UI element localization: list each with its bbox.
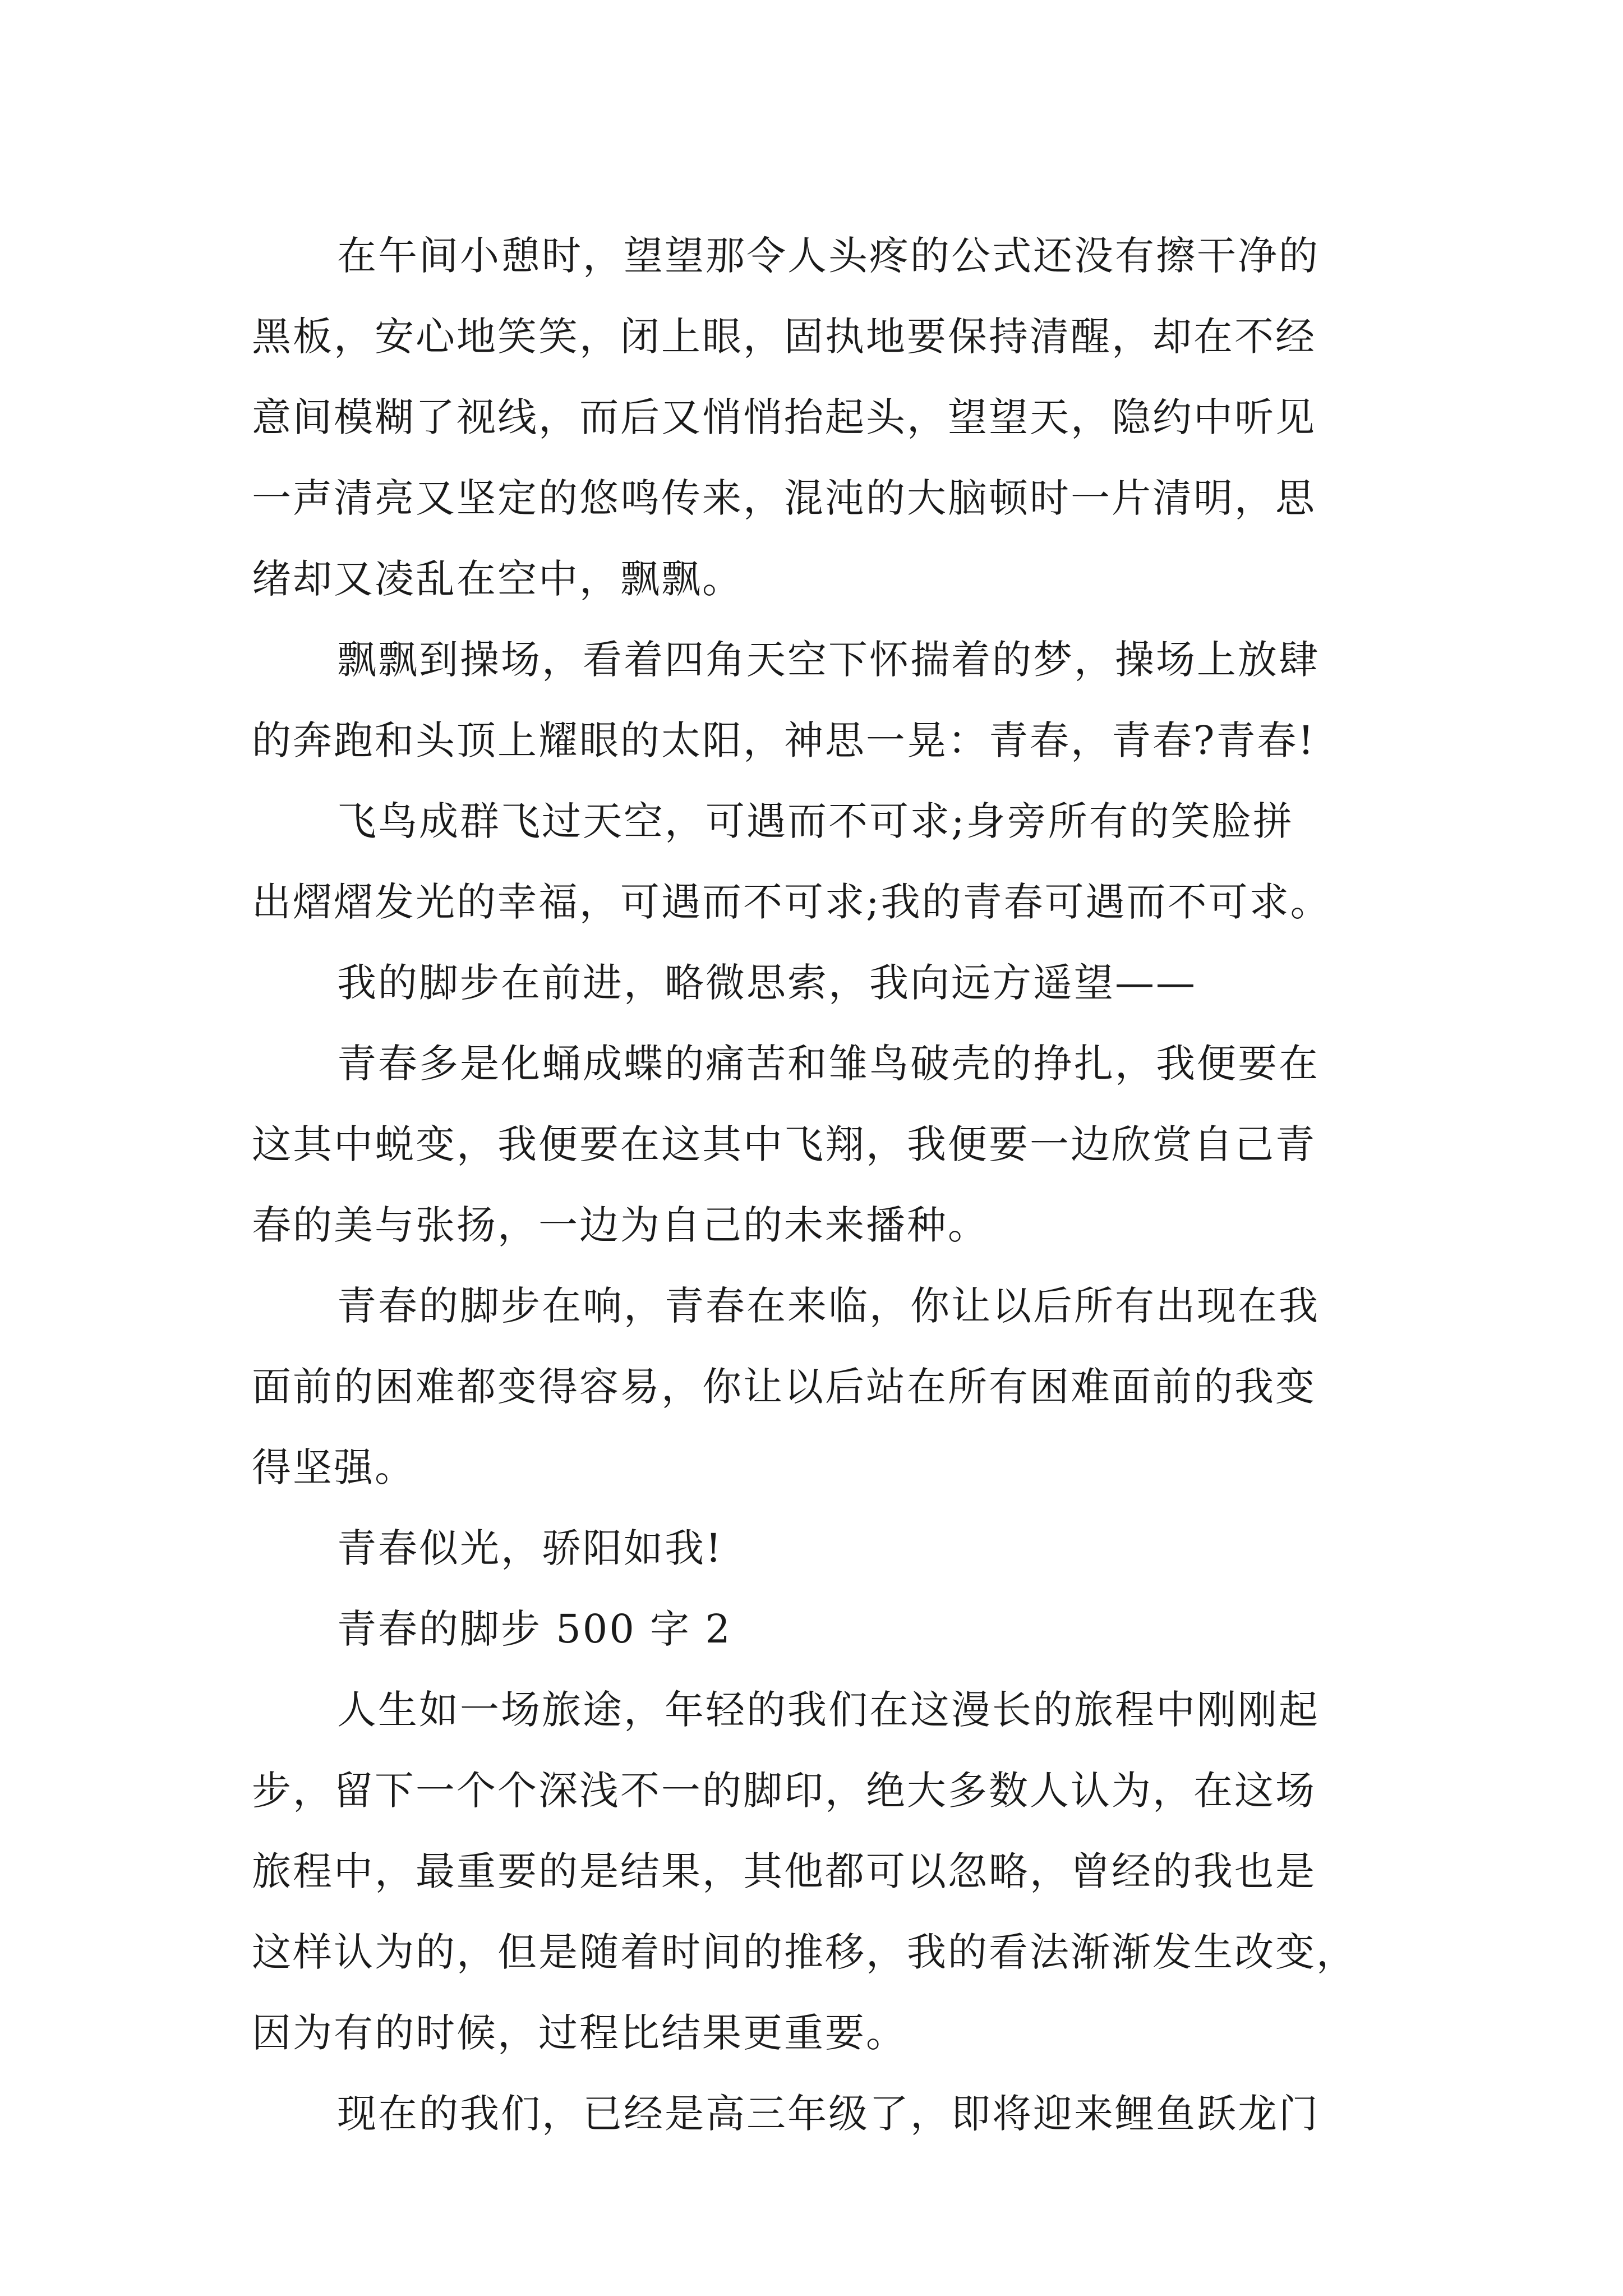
text-line: 绪却又凌乱在空中，飘飘。: [252, 556, 743, 602]
text-line: 步，留下一个个深浅不一的脚印，绝大多数人认为，在这场: [252, 1768, 1316, 1814]
text-line: 出熠熠发光的幸福，可遇而不可求;我的青春可遇而不可求。: [252, 879, 1331, 925]
text-line: 人生如一场旅途，年轻的我们在这漫长的旅程中刚刚起: [337, 1687, 1320, 1733]
text-line: 我的脚步在前进，略微思索，我向远方遥望——: [337, 960, 1197, 1006]
document-body: [252, 215, 1379, 2154]
text-line: 这其中蜕变，我便要在这其中飞翔，我便要一边欣赏自己青: [252, 1121, 1316, 1167]
text-line: 面前的困难都变得容易，你让以后站在所有困难面前的我变: [252, 1364, 1316, 1410]
section-heading: 青春的脚步 500 字 2: [337, 1606, 732, 1652]
text-line: 在午间小憩时，望望那令人头疼的公式还没有擦干净的: [337, 233, 1320, 279]
text-line: 因为有的时候，过程比结果更重要。: [252, 2010, 907, 2056]
text-line: 现在的我们，已经是高三年级了，即将迎来鲤鱼跃龙门: [337, 2091, 1320, 2137]
text-line: 得坚强。: [252, 1444, 416, 1490]
text-line: 黑板，安心地笑笑，闭上眼，固执地要保持清醒，却在不经: [252, 314, 1316, 360]
text-line: 这样认为的，但是随着时间的推移，我的看法渐渐发生改变，: [252, 1929, 1357, 1975]
text-line: 飞鸟成群飞过天空，可遇而不可求;身旁所有的笑脸拼: [337, 798, 1294, 844]
text-line: 的奔跑和头顶上耀眼的太阳，神思一晃：青春，青春?青春!: [252, 717, 1316, 763]
text-line: 春的美与张扬，一边为自己的未来播种。: [252, 1202, 989, 1248]
text-line: 旅程中，最重要的是结果，其他都可以忽略，曾经的我也是: [252, 1848, 1316, 1894]
text-line: 意间模糊了视线，而后又悄悄抬起头，望望天，隐约中听见: [252, 394, 1316, 440]
text-line: 飘飘到操场，看着四角天空下怀揣着的梦，操场上放肆: [337, 637, 1320, 683]
text-line: 青春似光，骄阳如我!: [337, 1525, 723, 1571]
text-line: 一声清亮又坚定的悠鸣传来，混沌的大脑顿时一片清明，思: [252, 475, 1316, 521]
text-line: 青春多是化蛹成蝶的痛苦和雏鸟破壳的挣扎，我便要在: [337, 1041, 1320, 1087]
text-line: 青春的脚步在响，青春在来临，你让以后所有出现在我: [337, 1283, 1320, 1329]
